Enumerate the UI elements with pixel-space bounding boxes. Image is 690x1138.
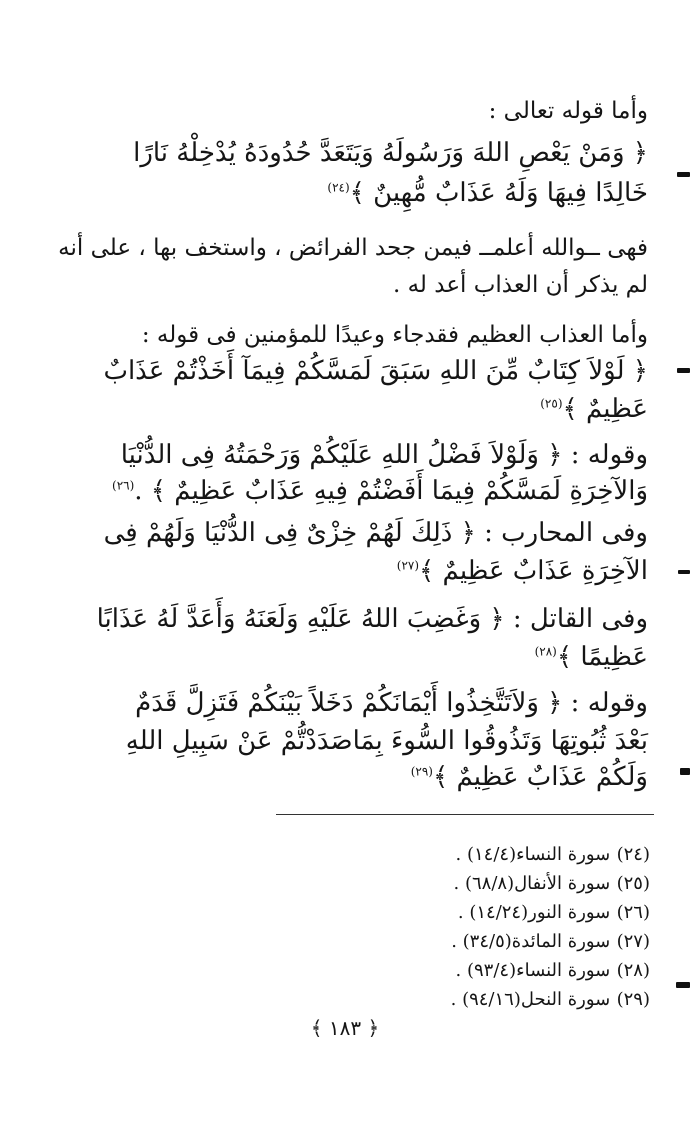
verse-line-6-text: وَالآخِرَةِ لَمَسَّكُمْ فِيمَا أَفَضْتُمْ فِيهِ عَذَابٌ عَظِيمٌ ﴾ . (134, 476, 648, 506)
footnote-item (451, 991, 650, 1009)
verse-line-2-text: خَالِدًا فِيهَا وَلَهُ عَذَابٌ مُّهِينٌ ﴾ (349, 178, 648, 208)
footnote-item (458, 904, 650, 922)
verse-line-3: ﴿ لَوْلاَ كِتَابٌ مِّنَ اللهِ سَبَقَ لَمَسَّكُمْ فِيمَآ أَخَذْتُمْ عَذَابٌ (103, 356, 648, 386)
footnote-text: سورة النساء(١٤/٤) . (455, 844, 611, 865)
footnote-text: سورة المائدة(٣٤/٥) . (451, 931, 611, 952)
footnote-item (454, 875, 650, 893)
footnote-ref-26: (٢٦) (112, 478, 135, 493)
footnote-ref-25: (٢٥) (540, 396, 563, 411)
footnote-text: سورة النساء(٩٣/٤) . (455, 960, 611, 981)
footnote-number: (٢٩) (616, 989, 650, 1010)
scan-mark (676, 982, 690, 988)
scan-mark (678, 570, 690, 574)
verse-line-13 (411, 764, 648, 790)
verse-line-8 (397, 558, 648, 584)
verse-line-13-text: وَلَكُمْ عَذَابٌ عَظِيمٌ ﴾ (432, 762, 648, 792)
footnote-ref-27: (٢٧) (396, 558, 420, 573)
text-line-2: فهى ــوالله أعلمــ فيمن جحد الفرائض ، واستخف بها ، على أنه (58, 235, 648, 261)
scan-mark (680, 768, 690, 775)
verse-line-4-text: عَظِيمٌ ﴾ (562, 394, 648, 424)
verse-line-6 (112, 478, 648, 504)
verse-line-12: بَعْدَ ثُبُوتِهَا وَتَذُوقُوا السُّوءَ بِمَاصَدَدْتُّمْ عَنْ سَبِيلِ اللهِ (125, 726, 648, 756)
footnote-number: (٢٨) (616, 960, 650, 981)
footnote-text: سورة الأنفال(٦٨/٨) . (453, 873, 611, 894)
verse-line-11: وقوله : ﴿ وَلاَتَتَّخِذُوا أَيْمَانَكُمْ دَخَلاً بَيْنَكُمْ فَتَزِلَّ قَدَمٌ (135, 688, 648, 718)
verse-line-1: ﴿ وَمَنْ يَعْصِ اللهَ وَرَسُولَهُ وَيَتَعَدَّ حُدُودَهُ يُدْخِلْهُ نَارًا (133, 138, 648, 168)
verse-line-8-text: الآخِرَةِ عَذَابٌ عَظِيمٌ ﴾ (419, 556, 648, 586)
footnote-item (456, 962, 650, 980)
verse-line-5: وقوله : ﴿ وَلَوْلاَ فَضْلُ اللهِ عَلَيْكُمْ وَرَحْمَتُهُ فِى الدُّنْيَا (120, 440, 648, 470)
text-line-3: لم يذكر أن العذاب أعد له . (392, 272, 648, 298)
footnote-text: سورة النور(١٤/٢٤) . (457, 902, 611, 923)
footnote-ref-24: (٢٤) (327, 180, 350, 195)
verse-line-4 (540, 396, 648, 422)
footnote-ref-29: (٢٩) (410, 764, 433, 779)
text-line-1: وأما قوله تعالى : (488, 98, 648, 124)
page-number: ﴿ ١٨٣ ﴾ (310, 1016, 380, 1040)
footnote-number: (٢٥) (616, 873, 650, 894)
footnote-number: (٢٤) (616, 844, 650, 865)
verse-line-7: وفى المحارب : ﴿ ذَلِكَ لَهُمْ خِزْىٌ فِى الدُّنْيَا وَلَهُمْ فِى (103, 518, 648, 548)
text-line-4: وأما العذاب العظيم فقدجاء وعيدًا للمؤمنين فى قوله : (141, 322, 648, 348)
verse-line-10 (535, 644, 648, 670)
scan-mark (677, 172, 690, 177)
footnote-ref-28: (٢٨) (534, 644, 557, 659)
footnote-divider (276, 814, 654, 815)
footnote-number: (٢٧) (616, 931, 650, 952)
footnote-number: (٢٦) (616, 902, 650, 923)
footnote-item (451, 933, 650, 951)
verse-line-2 (327, 180, 648, 206)
footnote-text: سورة النحل(٩٤/١٦) . (450, 989, 611, 1010)
footnote-item (456, 846, 650, 864)
scan-mark (677, 368, 690, 373)
verse-line-9: وفى القاتل : ﴿ وَغَضِبَ اللهُ عَلَيْهِ وَلَعَنَهُ وَأَعَدَّ لَهُ عَذَابًا (96, 604, 648, 634)
verse-line-10-text: عَظِيمًا ﴾ (556, 642, 648, 672)
